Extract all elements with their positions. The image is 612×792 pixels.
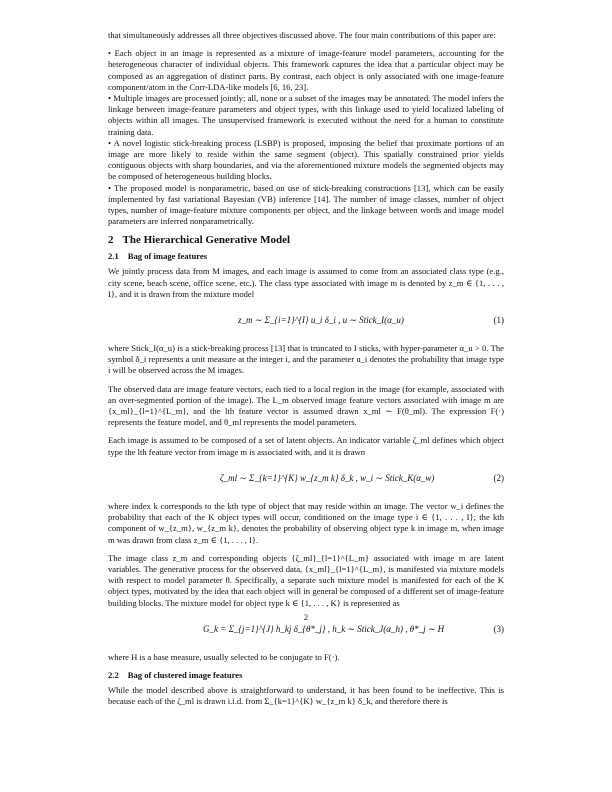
equation-number: (2) [493, 472, 504, 483]
section-number: 2 [108, 234, 114, 247]
contribution-bullet: • A novel logistic stick-breaking process (LSBP) is proposed, imposing the belief that proximate portions of an image are more likely to reside within the same segment (object). This spatially constrained prior yields contiguous objects with sharp boundaries, and via the aforementioned mixture models the segmented objects may be composed of heterogeneous building blocks. [108, 137, 504, 182]
contribution-bullet: • Each object in an image is represented as a mixture of image-feature model parameters, accounting for the heterogeneous character of individual objects. This framework captures the idea that a particular object may be composed as an aggregation of distinct parts. By contrast, each object is only associated with one image-feature component/atom in the Corr-LDA-like models [6, 16, 23]. [108, 48, 504, 92]
subsection-title: Bag of clustered image features [127, 669, 243, 680]
subsection-title: Bag of image features [127, 251, 208, 262]
equation-body: G_k = Σ_{j=1}^{J} h_kj δ_{θ*_j} , h_k ∼ Stick_J(α_h) , θ*_j ∼ H [203, 623, 445, 634]
contribution-bullet: • The proposed model is nonparametric, based on use of stick-breaking constructions [13], which can be easily implemented by fast variational Bayesian (VB) inference [14]. The number of image classes, number of object types, number of image-feature mixture components per object, and the linkage between words and image model parameters are inferred nonparametrically. [108, 182, 504, 227]
equation-body: ζ_ml ∼ Σ_{k=1}^{K} w_{z_m k} δ_k , w_i ∼ Stick_K(α_w) [220, 472, 435, 483]
paragraph: While the model described above is straightforward to understand, it has been found to be ineffective. This is because each of the ζ_ml is drawn i.i.d. from Σ_{k=1}^{K} w_{z_m k} δ_k, and therefore there is [108, 684, 504, 707]
subsection-heading [108, 670, 504, 680]
paragraph: Each image is assumed to be composed of a set of latent objects. An indicator variable ζ_ml defines which object type the lth feature vector from image m is associated with, and it is drawn [108, 435, 504, 457]
equation-number: (1) [493, 315, 504, 326]
section-heading [108, 234, 504, 246]
paragraph: where Stick_I(α_u) is a stick-breaking process [13] that is truncated to I sticks, with hyper-parameter α_u > 0. The symbol δ_i represents a unit measure at the integer i, and the parameter u_i denotes the probability that image type i will be observed across the M images. [108, 343, 504, 376]
subsection-heading [108, 251, 504, 261]
intro-paragraph: that simultaneously addresses all three objectives discussed above. The four main contributions of this paper are: [108, 30, 496, 40]
paragraph: where index k corresponds to the kth type of object that may reside within an image. The vector w_i defines the probability that each of the K object types will occur, conditioned on the image type i ∈ {1, . . . , I}; the kth component of w_{z_m}, w_{z_m k}, denotes the probability of observing object type k in image m, when image m was drawn from class z_m ∈ {1, . . . , I}. [108, 500, 504, 545]
paragraph: where H is a base measure, usually selected to be conjugate to F(·). [108, 651, 340, 662]
paragraph: We jointly process data from M images, and each image is assumed to come from an associated class type (e.g., city scene, beach scene, office scene, etc.). The class type associated with image m is denoted by z_m ∈ {1, . . . , I}, and it is drawn from the mixture model [108, 266, 504, 299]
paragraph: The image class z_m and corresponding objects {ζ_ml}_{l=1}^{L_m} associated with image m are latent variables. The generative process for the observed data, {x_ml}_{l=1}^{L_m}, is manifested via mixture models with respect to model parameter θ. Specifically, a separate such mixture model is manifested for each of the K object types, motivated by the idea that each object will in general be composed of a different set of image-feature building blocks. The mixture model for object type k ∈ {1, . . . , K} is represented as [108, 552, 504, 608]
equation-number: (3) [493, 623, 504, 634]
equation-2 [108, 465, 504, 495]
page-number: 2 [303, 612, 309, 622]
section-title: The Hierarchical Generative Model [122, 234, 291, 247]
equation-body: z_m ∼ Σ_{i=1}^{I} u_i δ_i , u ∼ Stick_I(α_u) [238, 315, 404, 326]
contribution-bullet: • Multiple images are processed jointly; all, none or a subset of the images may be annotated. The model infers the linkage between image-feature parameters and object types, with this linkage used to yield localized labeling of objects within all images. The unsupervised framework is executed without the need for a human to constitute training data. [108, 93, 504, 137]
subsection-number: 2.2 [108, 669, 119, 680]
equation-1 [108, 307, 504, 337]
paragraph: The observed data are image feature vectors, each tied to a local region in the image (for example, associated with an over-segmented portion of the image). The L_m observed image feature vectors associated with image m are {x_ml}_{l=1}^{L_m}, and the lth feature vector is assumed drawn x_ml ∼ F(θ_ml). The expression F(·) represents the feature model, and θ_ml represents the model parameters. [108, 383, 504, 428]
subsection-number: 2.1 [108, 251, 119, 262]
